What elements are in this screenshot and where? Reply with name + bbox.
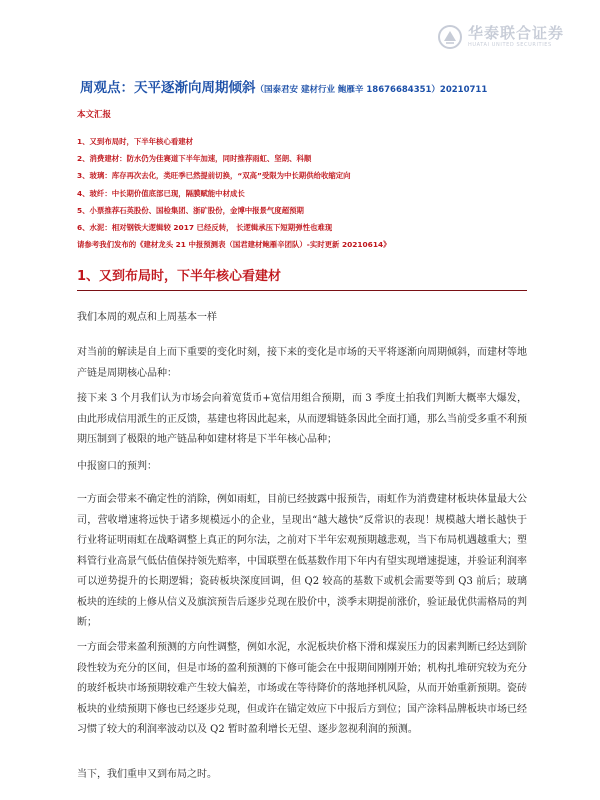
summary-item: 4、玻纤：中长期价值底部已现，隔膜赋能中材成长: [77, 188, 245, 198]
summary-item: 2、消费建材：防水仍为佳赛道下半年加速，同时推荐雨虹、坚朗、科顺: [77, 154, 312, 164]
watermark-logo: [437, 24, 564, 50]
paragraph: 我们本周的观点和上周基本一样: [77, 312, 217, 323]
summary-item: 3、玻璃：库存再次去化，类旺季已然提前切换，“双高”受限为中长期供给收缩定向: [77, 171, 351, 181]
paragraph: 接下来 3 个月我们认为市场会向着宽货币+宽信用组合预期，而 3 季度土拍我们判断大概率大爆发，由此形成信用派生的正反馈，基建也将因此起来，从而逻辑链条因此全面打通，那么当前受多重不利预期压制到了极限的地产链品种如建材将是下半年核心品种；: [77, 393, 527, 445]
summary-heading: 本文汇报: [77, 110, 112, 120]
paragraph: 当下，我们重申又到布局之时。: [77, 769, 217, 780]
title-meta: （国泰君安 建材行业 鲍雁辛 18676684351）20210711: [255, 85, 488, 95]
summary-list: [77, 133, 577, 253]
paragraph: 中报窗口的预判：: [77, 461, 157, 472]
paragraph: 一方面会带来不确定性的消除，例如雨虹，目前已经披露中报预告，雨虹作为消费建材板块体量最大公司，营收增速将远快于诸多规模远小的企业，呈现出“越大越快”反常识的表现！规模越大增长越快于行业将证明雨虹在战略调整上真正的阿尔法，之前对下半年宏观预期越悲观，当下布局机遇越重大；塑料管行业高景气低估值保持领先赔率，中国联塑在低基数作用下年内有望实现增速提速，并验证利润率可以逆势提升的长期逻辑；瓷砖板块深度回调，但 Q2 较高的基数下或机会需要等到 Q3 前后；玻璃板块的连续的上修从信义及旗滨预告后逐步兑现在股价中，淡季末期提前涨价，验证最优供需格局的判断；: [77, 494, 527, 628]
summary-item: 6、水泥：相对钢铁大逻辑较 2017 已经反转， 长逻辑承压下短期弹性也难现: [77, 222, 333, 232]
summary-item: 5、小票推荐石英股份、国检集团、浙矿股份，金博中报景气度超预期: [77, 205, 304, 215]
paragraph: 对当前的解读是自上而下重要的变化时刻，接下来的变化是市场的天平将逐渐向周期倾斜，而建材等地产链是周期核心品种：: [77, 347, 527, 379]
summary-item: 1、又到布局时，下半年核心看建材: [77, 137, 194, 146]
logo-name: 华泰联合证券: [467, 24, 564, 42]
title-main: 周观点：天平逐渐向周期倾斜: [80, 80, 256, 96]
logo-subtitle: HUATAI UNITED SECURITIES: [467, 42, 552, 48]
page-title: [80, 76, 580, 96]
summary-reference: 请参考我们发布的《建材龙头 21 中报预测表（国君建材鲍雁辛团队）-实时更新 20210614》: [77, 240, 391, 250]
paragraph: 一方面会带来盈利预测的方向性调整，例如水泥，水泥板块价格下滑和煤炭压力的因素判断已经达到阶段性较为充分的区间，但是市场的盈利预测的下修可能会在中报期间刚刚开始；机构扎堆研究较为充分的玻纤板块市场预期较难产生较大偏差，市场或在等待降价的落地择机风险，从而开始重新预期。瓷砖板块的业绩预期下修也已经逐步兑现，但或许在锚定效应下中报后方到位；国产涂料品牌板块市场已经习惯了较大的利润率波动以及 Q2 暂时盈利增长无望、逐步忽视利润的预测。: [77, 642, 527, 735]
section-heading: 1、又到布局时，下半年核心看建材: [77, 265, 527, 291]
huatai-logo-icon: [437, 24, 463, 50]
